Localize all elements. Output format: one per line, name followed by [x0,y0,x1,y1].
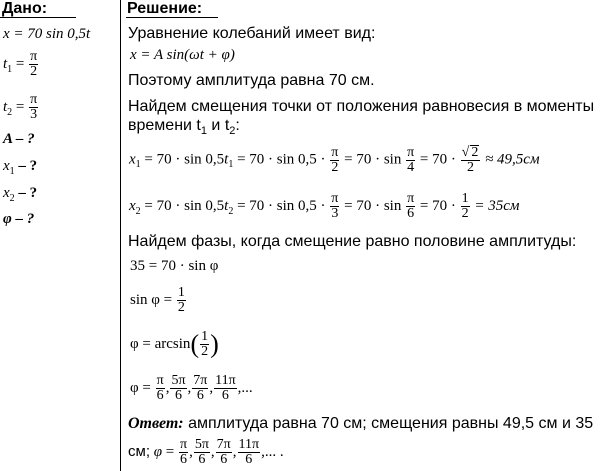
answer-line1: Ответ: амплитуда равна 70 см; смещения равны 49,5 см и 35 [128,415,594,432]
given-x2: $x_2$ – ? [3,185,38,204]
solution-title: Решение: [127,0,203,17]
given-t2: $t_2$ = $\frac{\pi}{3}$ [3,92,38,122]
find-displacements-line1: Найдем смещения точки от положения равновесия в моменты [128,98,595,115]
given-A: A – ? [3,131,35,147]
sin-phi-eq: sin φ = $\frac{1}{2}$ [130,285,185,315]
given-title: Дано: [2,0,48,17]
given-t1: $t_1$ = $\frac{\pi}{2}$ [3,49,38,79]
column-divider [120,0,121,471]
phi-arcsin: φ = arcsin( $\frac{1}{2}$ ) [130,329,219,359]
given-equation: x = 70 sin 0,5t [3,26,91,42]
given-phi: φ – ? [3,211,35,227]
find-displacements-line2: времени $t_1$ и $t_2$: [128,117,240,138]
amplitude-text: Поэтому амплитуда равна 70 см. [128,72,375,89]
given-x1: $x_1$ – ? [3,158,38,177]
solution-intro: Уравнение колебаний имеет вид: [128,25,376,42]
eq-35: 35 = 70 · sin φ [130,258,219,274]
phi-values: φ = $\frac{\pi}{6}$ , $\frac{5\pi}{6}$ , $\frac{7\pi}{6}$ , $\frac{11\pi}{6}$ ,... [130,373,253,403]
answer-line2: см; φ = $\frac{\pi}{6}$ , $\frac{5\pi}{6}$ , $\frac{7\pi}{6}$ , $\frac{11\pi}{6}$ ,... . [128,437,284,467]
general-formula: x = A sin(ωt + φ) [130,47,235,63]
x1-computation: $x_1 = 70 \cdot \sin 0,5t_1 = 70 \cdot \sin 0,5$ · $\frac{\pi}{2}$ = 70 · sin $\frac{\pi}{4}$ = 70 · $\frac{√ 2}{2}$ ≈ 49,5см [129,144,540,175]
find-phase-text: Найдем фазы, когда смещение равно половине амплитуды: [128,233,577,250]
x2-computation: $x_2 = 70 \cdot \sin 0,5t_2 = 70 \cdot \sin 0,5$ · $\frac{\pi}{3}$ = 70 · sin $\frac{\pi}{6}$ = 70 · $\frac{1}{2}$ = 35см [129,191,520,221]
